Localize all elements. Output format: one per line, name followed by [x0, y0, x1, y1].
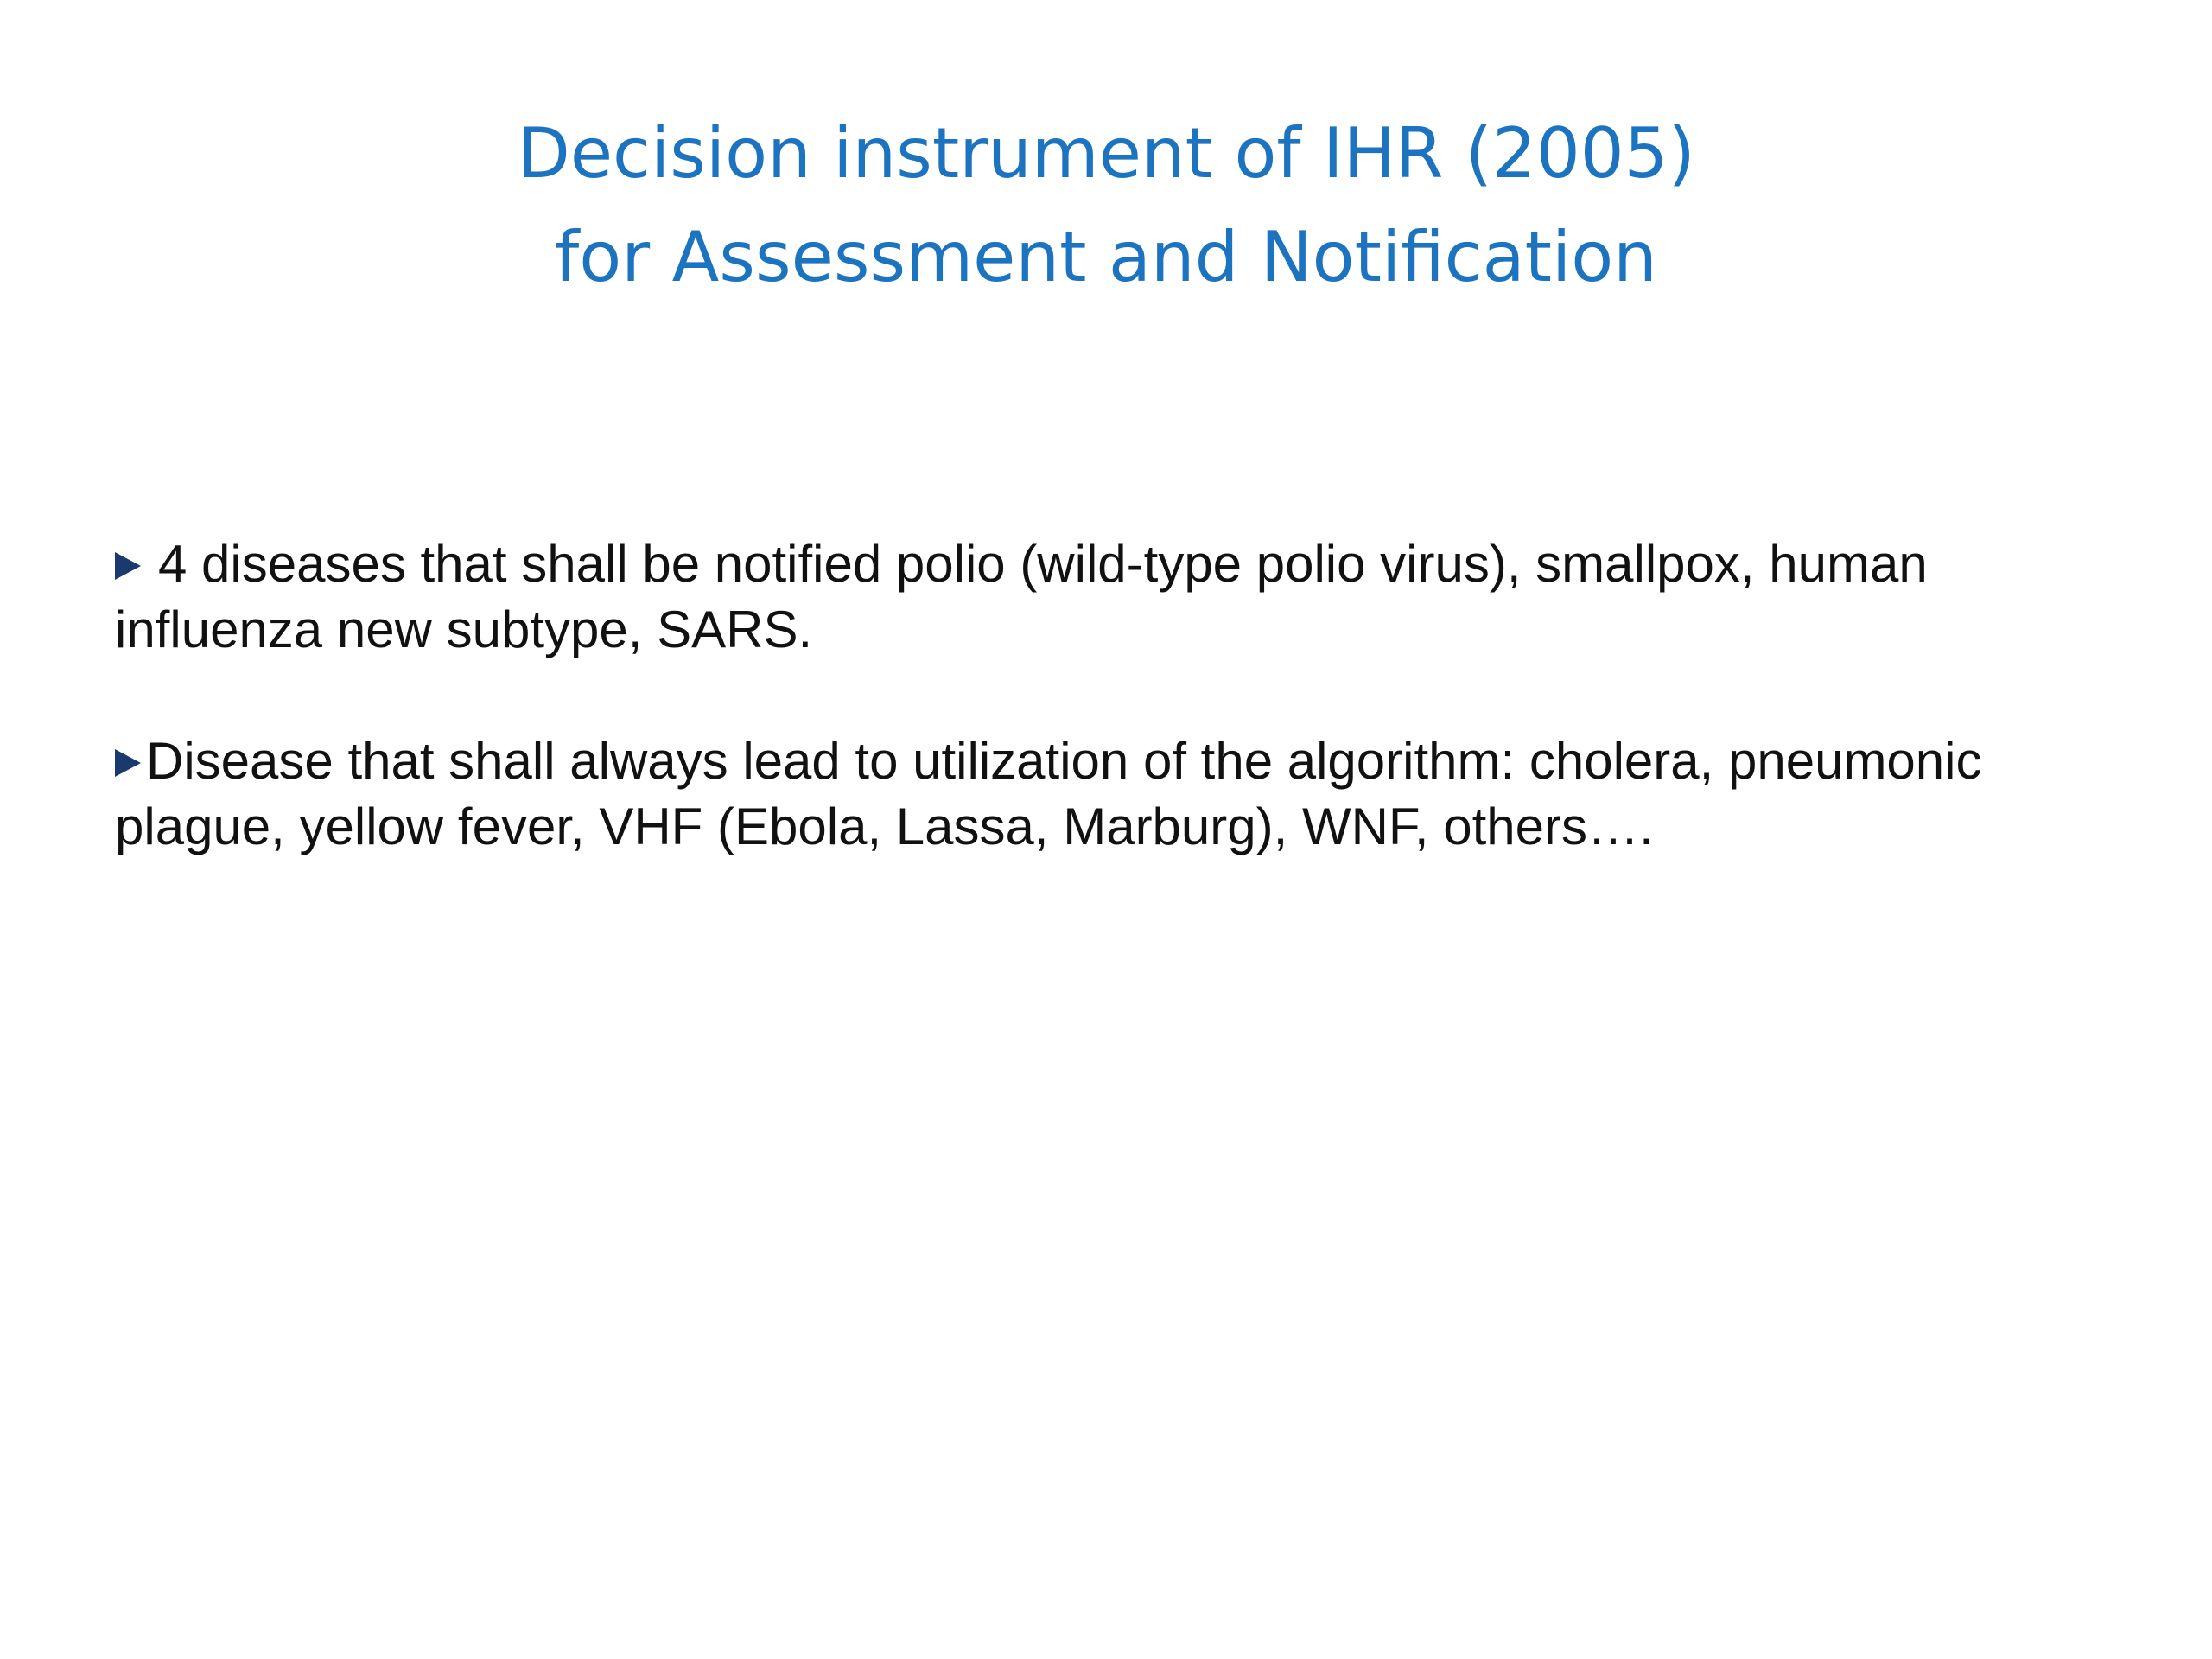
bullet-list: [115, 531, 2128, 925]
slide-title: [0, 102, 2212, 309]
title-line-2: for Assessment and Notification: [555, 217, 1657, 297]
title-line-1: Decision instrument of IHR (2005): [517, 113, 1695, 194]
triangle-bullet-icon: [115, 749, 141, 777]
bullet-item-algorithm-diseases: [115, 728, 2128, 860]
triangle-bullet-icon: [115, 552, 141, 580]
bullet-text-algorithm-diseases: Disease that shall always lead to utilization of the algorithm: cholera, pneumonic plague, yellow fever, VHF (Ebola, Lassa, Marburg), WNF, others….: [115, 732, 1982, 855]
bullet-text-notifiable-diseases: 4 diseases that shall be notified polio (wild-type polio virus), smallpox, human influenza new subtype, SARS.: [115, 535, 1928, 658]
bullet-item-notifiable-diseases: [115, 531, 2128, 663]
